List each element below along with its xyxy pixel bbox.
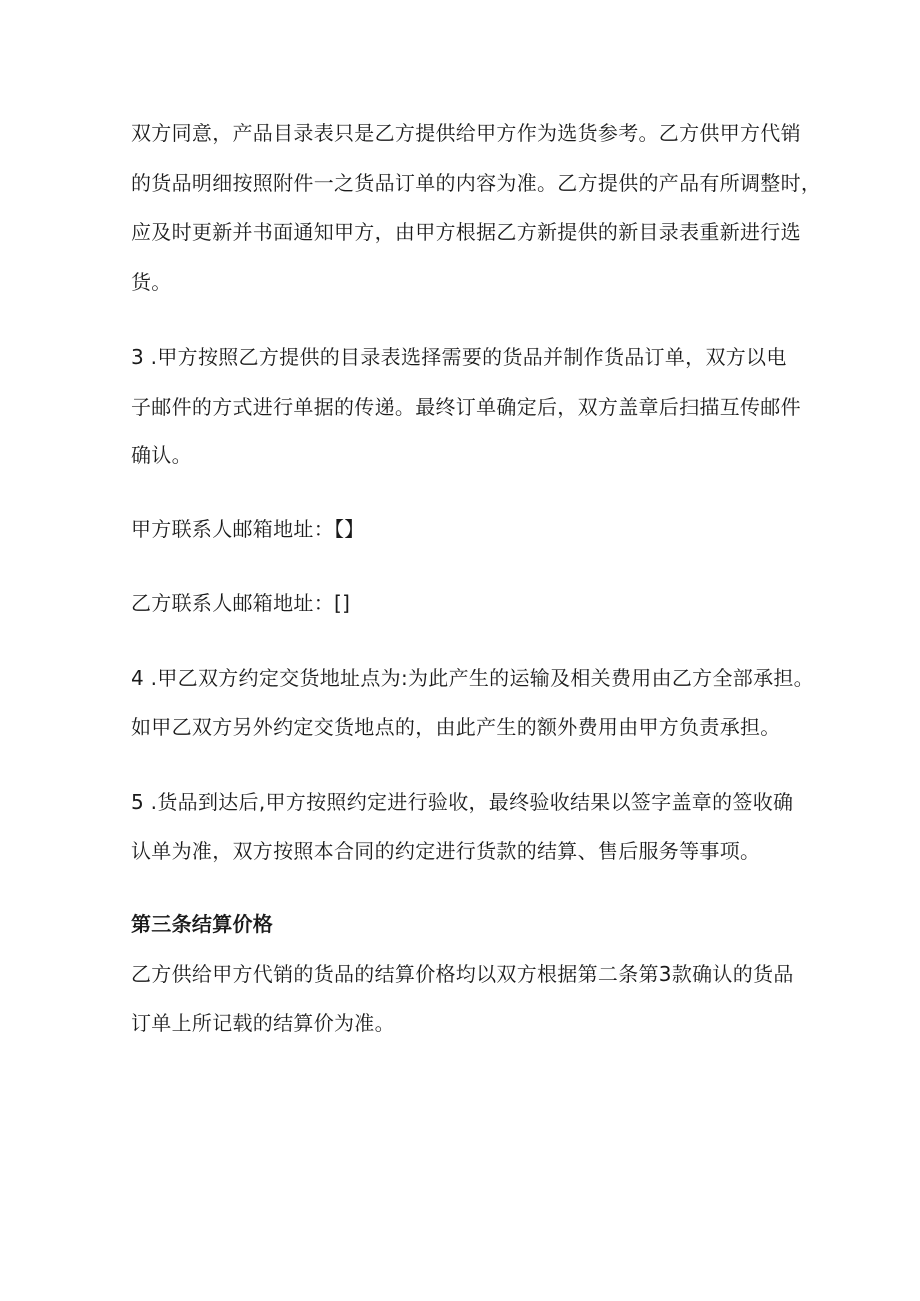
section-3-body-line: 乙方供给甲方代销的货品的结算价格均以双方根据第二条第3款确认的货品 [131, 962, 794, 986]
clause-5-line: 认单为准，双方按照本合同的约定进行货款的结算、售后服务等事项。 [131, 839, 761, 863]
section-3-body-line: 订单上所记载的结算价为准。 [131, 1011, 395, 1035]
clause-4-line: 4 .甲乙双方约定交货地址点为:为此产生的运输及相关费用由乙方全部承担。 [131, 666, 814, 690]
clause-5-line: 5 .货品到达后,甲方按照约定进行验收，最终验收结果以签字盖章的签收确 [131, 790, 794, 814]
section-3-heading: 第三条结算价格 [131, 912, 274, 936]
clause-3-line: 子邮件的方式进行单据的传递。最终订单确定后，双方盖章后扫描互传邮件 [131, 395, 801, 419]
clause-4-line: 如甲乙双方另外约定交货地点的，由此产生的额外费用由甲方负责承担。 [131, 715, 781, 739]
clause-3-line: 确认。 [131, 443, 192, 467]
paragraph-line: 应及时更新并书面通知甲方，由甲方根据乙方新提供的新目录表重新进行选 [131, 220, 801, 244]
paragraph-line: 的货品明细按照附件一之货品订单的内容为准。乙方提供的产品有所调整时， [131, 171, 822, 195]
party-b-email-line: 乙方联系人邮箱地址：[] [131, 591, 351, 615]
party-a-email-line: 甲方联系人邮箱地址：【】 [131, 517, 365, 541]
paragraph-line: 双方同意，产品目录表只是乙方提供给甲方作为选货参考。乙方供甲方代销 [131, 121, 801, 145]
paragraph-line: 货。 [131, 270, 172, 294]
clause-3-line: 3 .甲方按照乙方提供的目录表选择需要的货品并制作货品订单，双方以电 [131, 345, 787, 369]
